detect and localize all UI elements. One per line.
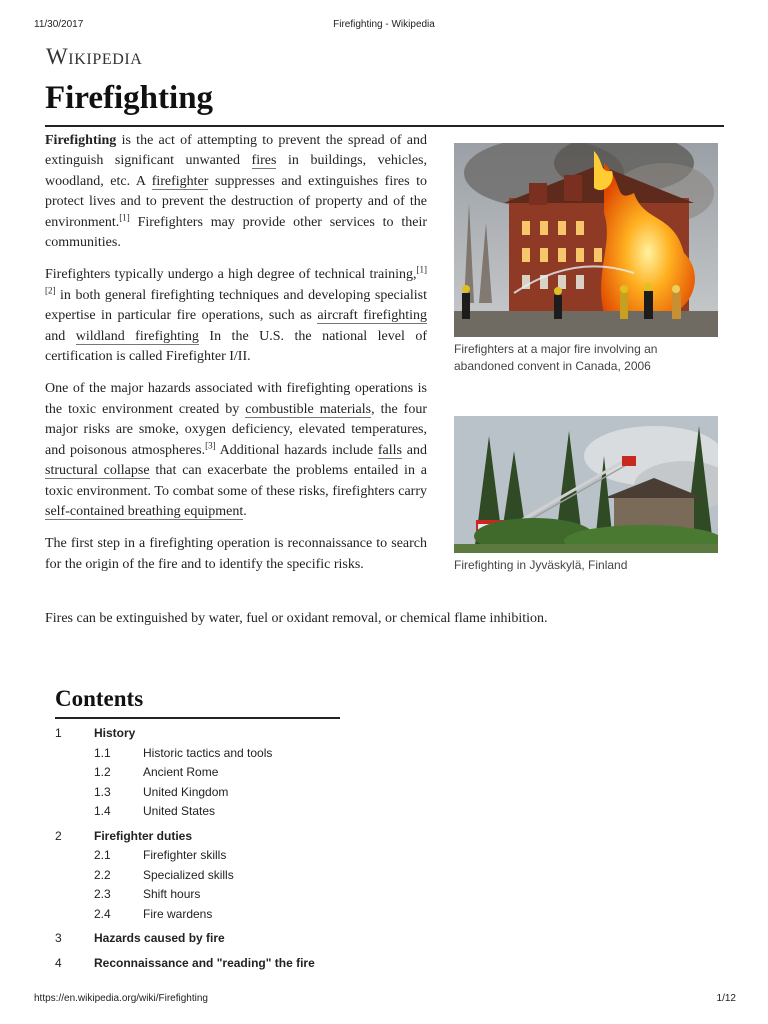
text: in buildings, vehicles, woodland, etc. A: [45, 153, 427, 189]
toc-number: 1.3: [94, 784, 111, 799]
text: One of the major hazards associated with firefighting operations is the toxic environment created by: [45, 381, 427, 417]
contents-divider: [55, 717, 340, 719]
toc-label[interactable]: United Kingdom: [143, 784, 229, 799]
article-body: [45, 131, 427, 587]
link-combustible-materials[interactable]: combustible materials: [245, 401, 372, 417]
toc-number: 3: [55, 931, 62, 945]
toc-label[interactable]: Firefighter duties: [94, 828, 193, 843]
jyvaskyla-image[interactable]: [454, 416, 718, 553]
reference-3[interactable]: [3]: [205, 440, 216, 451]
text: and: [401, 442, 427, 458]
text: Firefighters may provide other services to their communities.: [45, 214, 427, 251]
reference-1[interactable]: [1]: [119, 211, 130, 222]
text: , the four major risks are smoke, oxygen deficiency, elevated temperatures, and poisonous atmospheres.: [45, 401, 428, 458]
toc-number: 2.4: [94, 906, 111, 921]
toc-section-1[interactable]: [55, 724, 475, 744]
text: .: [243, 503, 247, 519]
link-wildland-firefighting[interactable]: wildland firefighting: [75, 328, 199, 344]
toc-number: 2.3: [94, 887, 111, 901]
toc-number: 1.4: [94, 804, 111, 818]
toc-label[interactable]: Historic tactics and tools: [143, 745, 273, 760]
toc-subsection-1-4[interactable]: [55, 802, 475, 822]
page-title: Firefighting: [45, 80, 214, 116]
text: and: [45, 328, 76, 344]
text: is the act of attempting to prevent the spread of and extinguish significant unwanted: [45, 133, 427, 169]
toc-label[interactable]: Shift hours: [143, 887, 201, 901]
toc-number: 2.2: [94, 867, 111, 882]
toc-number: 1.2: [94, 765, 111, 779]
toc-label[interactable]: History: [94, 726, 136, 740]
toc-subsection-1-2[interactable]: [55, 763, 475, 783]
toc-number: 2.1: [94, 848, 111, 862]
contents-heading: Contents: [55, 686, 144, 711]
toc-number: 4: [55, 955, 62, 970]
toc-label[interactable]: Firefighter skills: [143, 848, 227, 862]
toc-label[interactable]: Hazards caused by fire: [94, 931, 225, 945]
text: suppresses and extinguishes fires to protect lives and to prevent the destruction of property and of the environment.: [45, 173, 427, 230]
toc-section-2[interactable]: [55, 827, 475, 847]
paragraph-intro: [45, 131, 427, 253]
reference-1-2[interactable]: [1][2]: [45, 264, 427, 296]
text: Additional hazards include: [215, 442, 378, 458]
print-page-number: 1/12: [716, 993, 736, 1004]
figure-jyvaskyla: [454, 416, 718, 574]
toc-subsection-2-1[interactable]: [55, 846, 475, 866]
text: Firefighters typically undergo a high degree of technical training,: [45, 267, 417, 283]
text: In the U.S. the national level of certification is called Firefighter I/II.: [45, 328, 427, 365]
link-falls[interactable]: falls: [377, 442, 402, 458]
toc-section-4[interactable]: [55, 954, 475, 974]
convent-fire-image[interactable]: [454, 143, 718, 337]
toc-label[interactable]: Fire wardens: [143, 906, 213, 921]
link-aircraft-firefighting[interactable]: aircraft firefighting: [317, 308, 428, 324]
print-page-title: Firefighting - Wikipedia: [333, 19, 435, 30]
link-firefighter[interactable]: firefighter: [151, 173, 209, 189]
figure-convent-fire: [454, 143, 718, 375]
toc-subsection-2-2[interactable]: [55, 866, 475, 886]
toc-number: 2: [55, 828, 62, 843]
link-fires[interactable]: fires: [251, 153, 277, 169]
wikipedia-wordmark[interactable]: Wikipedia: [46, 44, 143, 69]
title-divider: [45, 125, 724, 127]
link-self-contained-breathing[interactable]: self-contained breathing equipment: [45, 503, 244, 519]
table-of-contents: [55, 724, 475, 973]
figure-caption: Firefighters at a major fire involving an abandoned convent in Canada, 2006: [454, 342, 658, 373]
paragraph-hazards: [45, 379, 427, 522]
text: in both general firefighting techniques and developing specialist expertise in particular fire operations, such as: [45, 287, 427, 324]
toc-label[interactable]: United States: [143, 804, 216, 818]
toc-label[interactable]: Specialized skills: [143, 867, 234, 882]
toc-label[interactable]: Reconnaissance and "reading" the fire: [94, 955, 315, 970]
link-structural-collapse[interactable]: structural collapse: [45, 463, 150, 479]
bold-term: Firefighting: [45, 133, 117, 148]
paragraph-extinguish: Fires can be extinguished by water, fuel or oxidant removal, or chemical flame inhibition.: [45, 611, 548, 626]
print-date: 11/30/2017: [34, 19, 84, 30]
paragraph-reconnaissance: The first step in a firefighting operation is reconnaissance to search for the origin of the fire and to identify the specific risks.: [45, 536, 427, 572]
paragraph-training: [45, 265, 427, 367]
toc-subsection-2-4[interactable]: [55, 905, 475, 925]
toc-label[interactable]: Ancient Rome: [143, 765, 219, 779]
toc-number: 1: [55, 726, 62, 740]
toc-subsection-1-3[interactable]: [55, 783, 475, 803]
toc-section-3[interactable]: [55, 929, 475, 949]
toc-subsection-2-3[interactable]: [55, 885, 475, 905]
print-url: https://en.wikipedia.org/wiki/Firefighting: [34, 993, 208, 1004]
figure-caption: Firefighting in Jyväskylä, Finland: [454, 558, 628, 572]
text: that can exacerbate the problems entailed in a toxic environment. To combat some of these risks, firefighters carry: [45, 463, 427, 499]
toc-number: 1.1: [94, 745, 111, 760]
toc-subsection-1-1[interactable]: [55, 744, 475, 764]
